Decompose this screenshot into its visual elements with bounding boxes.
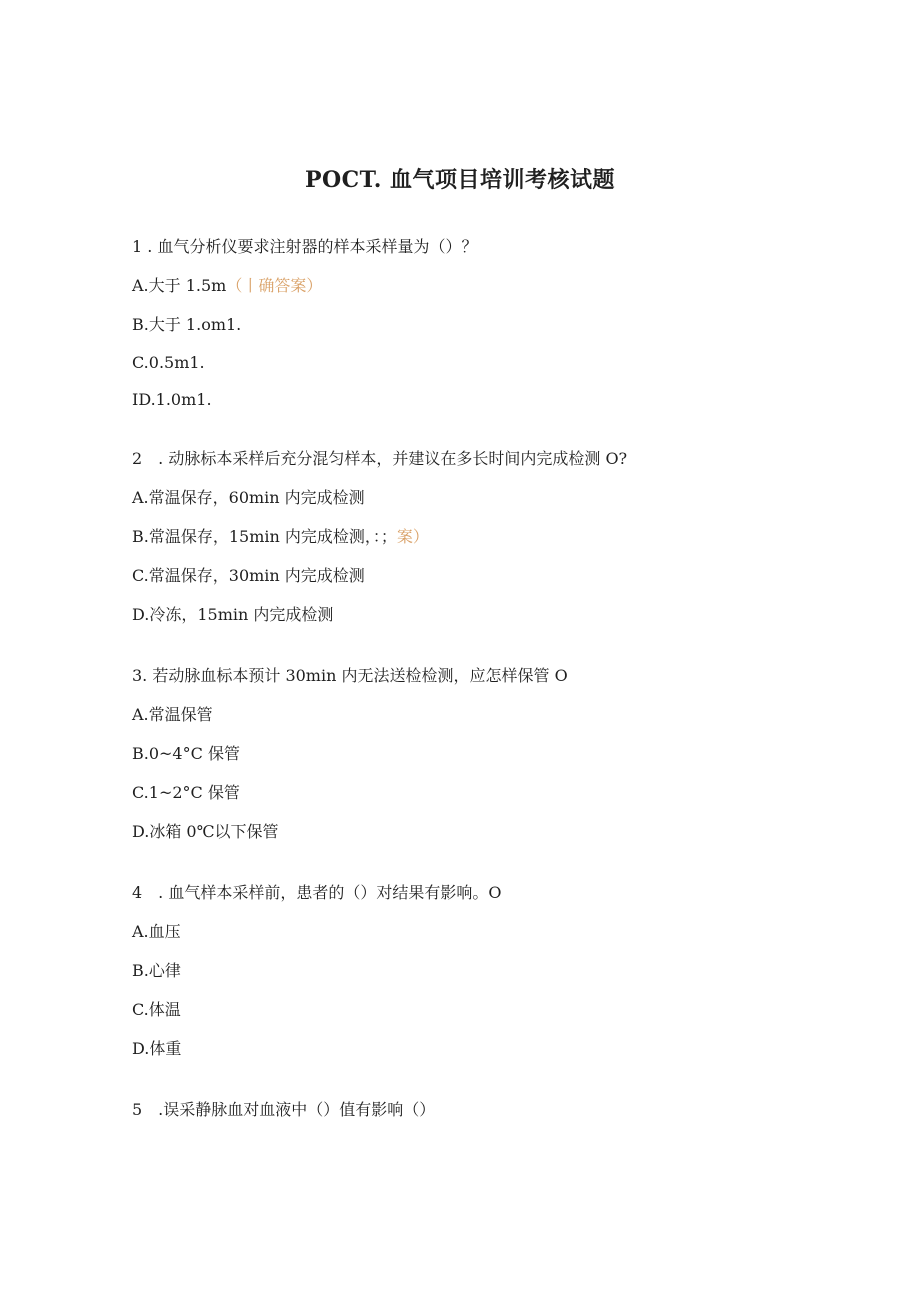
question-1-option-c: C.0.5m1.: [132, 353, 205, 372]
question-2-option-d: D.冷冻，15min 内完成检测: [132, 605, 334, 624]
question-3-option-d: D.冰箱 0℃以下保管: [132, 822, 279, 841]
answer-mark: 案）: [396, 527, 429, 546]
question-4-option-a: A.血压: [132, 922, 181, 941]
question-2-stem: 2 . 动脉标本采样后充分混匀样本，并建议在多长时间内完成检测 O?: [132, 449, 628, 468]
question-2-option-c: C.常温保存，30min 内完成检测: [132, 566, 365, 585]
question-4-option-d: D.体重: [132, 1039, 182, 1058]
question-1-option-a: [132, 276, 322, 296]
question-3-option-c: C.1~2°C 保管: [132, 783, 240, 802]
question-2-option-a: A.常温保存，60min 内完成检测: [132, 488, 365, 507]
question-1-stem: 1 . 血气分析仪要求注射器的样本采样量为（）？: [132, 237, 478, 256]
option-text: B.常温保存，15min 内完成检测，：；: [132, 527, 397, 546]
question-4-option-b: B.心律: [132, 961, 181, 980]
question-1-option-d: ID.1.0m1.: [132, 390, 212, 409]
question-5-stem: 5 .误采静脉血对血液中（）值有影响（）: [132, 1100, 436, 1119]
page-title: POCT. 血气项目培训考核试题: [304, 167, 616, 193]
question-3-option-a: A.常温保管: [132, 705, 213, 724]
answer-mark: （丨确答案）: [226, 276, 323, 295]
question-3-stem: 3. 若动脉血标本预计 30min 内无法送检检测，应怎样保管 O: [132, 666, 568, 685]
question-1-option-b: B.大于 1.om1.: [132, 315, 242, 334]
question-4-stem: 4 . 血气样本采样前，患者的（）对结果有影响。O: [132, 883, 502, 902]
option-text: A.大于 1.5m: [132, 276, 227, 295]
question-4-option-c: C.体温: [132, 1000, 181, 1019]
question-2-option-b: [132, 527, 429, 547]
question-3-option-b: B.0~4°C 保管: [132, 744, 240, 763]
